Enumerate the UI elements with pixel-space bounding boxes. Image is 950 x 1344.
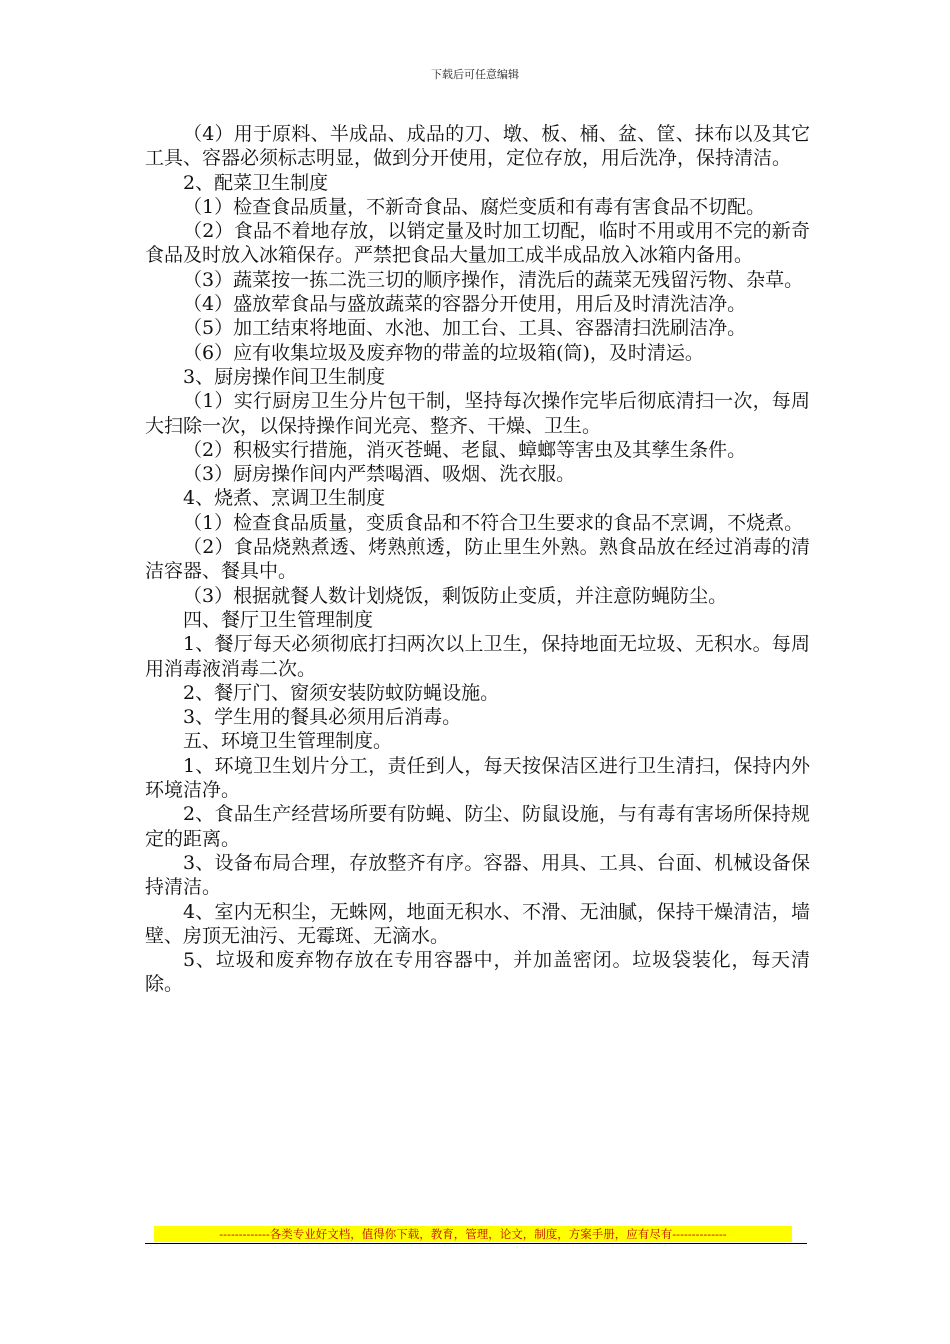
paragraph: （1）检查食品质量，变质食品和不符合卫生要求的食品不烹调，不烧煮。 xyxy=(183,511,804,534)
section-heading: 五、环境卫生管理制度。 xyxy=(183,730,393,753)
document-body xyxy=(145,122,810,997)
paragraph: （4）盛放荤食品与盛放蔬菜的容器分开使用，用后及时清洗洁净。 xyxy=(183,293,747,316)
paragraph: （2）食品不着地存放，以销定量及时加工切配，临时不用或用不完的新奇食品及时放入冰箱保存。严禁把食品大量加工成半成品放入冰箱内备用。 xyxy=(145,220,810,267)
paragraph: 2、食品生产经营场所要有防蝇、防尘、防鼠设施，与有毒有害场所保持规定的距离。 xyxy=(145,803,810,850)
footer-divider xyxy=(145,1243,807,1244)
paragraph: 2、餐厅门、窗须安装防蚊防蝇设施。 xyxy=(183,681,500,704)
paragraph: （4）用于原料、半成品、成品的刀、墩、板、桶、盆、筐、抹布以及其它工具、容器必须标志明显，做到分开使用，定位存放，用后洗净，保持清洁。 xyxy=(145,123,810,170)
section-heading: 2、配菜卫生制度 xyxy=(183,171,329,194)
paragraph: （5）加工结束将地面、水池、加工台、工具、容器清扫洗刷洁净。 xyxy=(183,317,747,340)
paragraph: （2）食品烧熟煮透、烤熟煎透，防止里生外熟。熟食品放在经过消毒的清洁容器、餐具中。 xyxy=(145,536,810,583)
paragraph: （1）实行厨房卫生分片包干制，坚持每次操作完毕后彻底清扫一次，每周大扫除一次，以保持操作间光亮、整齐、干燥、卫生。 xyxy=(145,390,810,437)
paragraph: 4、室内无积尘，无蛛网，地面无积水、不滑、无油腻，保持干燥清洁，墙壁、房顶无油污、无霉斑、无滴水。 xyxy=(145,900,810,947)
paragraph: 1、餐厅每天必须彻底打扫两次以上卫生，保持地面无垃圾、无积水。每周用消毒液消毒二次。 xyxy=(145,633,810,680)
section-heading: 4、烧煮、烹调卫生制度 xyxy=(183,487,386,510)
paragraph: （1）检查食品质量，不新奇食品、腐烂变质和有毒有害食品不切配。 xyxy=(183,195,766,218)
paragraph: 1、环境卫生划片分工，责任到人，每天按保洁区进行卫生清扫，保持内外环境洁净。 xyxy=(145,754,810,802)
section-heading: 3、厨房操作间卫生制度 xyxy=(183,365,386,388)
paragraph: （2）积极实行措施，消灭苍蝇、老鼠、蟑螂等害虫及其孳生条件。 xyxy=(183,438,747,461)
page-header: 下载后可任意编辑 xyxy=(431,68,519,81)
paragraph: （6）应有收集垃圾及废弃物的带盖的垃圾箱(筒)，及时清运。 xyxy=(183,341,704,364)
paragraph: （3）蔬菜按一拣二洗三切的顺序操作，清洗后的蔬菜无残留污物、杂草。 xyxy=(183,268,804,291)
paragraph: 3、学生用的餐具必须用后消毒。 xyxy=(183,706,462,729)
paragraph: 5、垃圾和废弃物存放在专用容器中，并加盖密闭。垃圾袋装化，每天清除。 xyxy=(145,949,810,996)
paragraph: （3）厨房操作间内严禁喝酒、吸烟、洗衣服。 xyxy=(183,463,576,486)
section-heading: 四、餐厅卫生管理制度 xyxy=(183,608,374,631)
footer-banner: -------------各类专业好文档，值得你下载，教育，管理，论文，制度，方案手册，应有尽有-------------- xyxy=(154,1226,792,1242)
paragraph: 3、设备布局合理，存放整齐有序。容器、用具、工具、台面、机械设备保持清洁。 xyxy=(145,851,810,899)
paragraph: （3）根据就餐人数计划烧饭，剩饭防止变质，并注意防蝇防尘。 xyxy=(183,584,728,607)
